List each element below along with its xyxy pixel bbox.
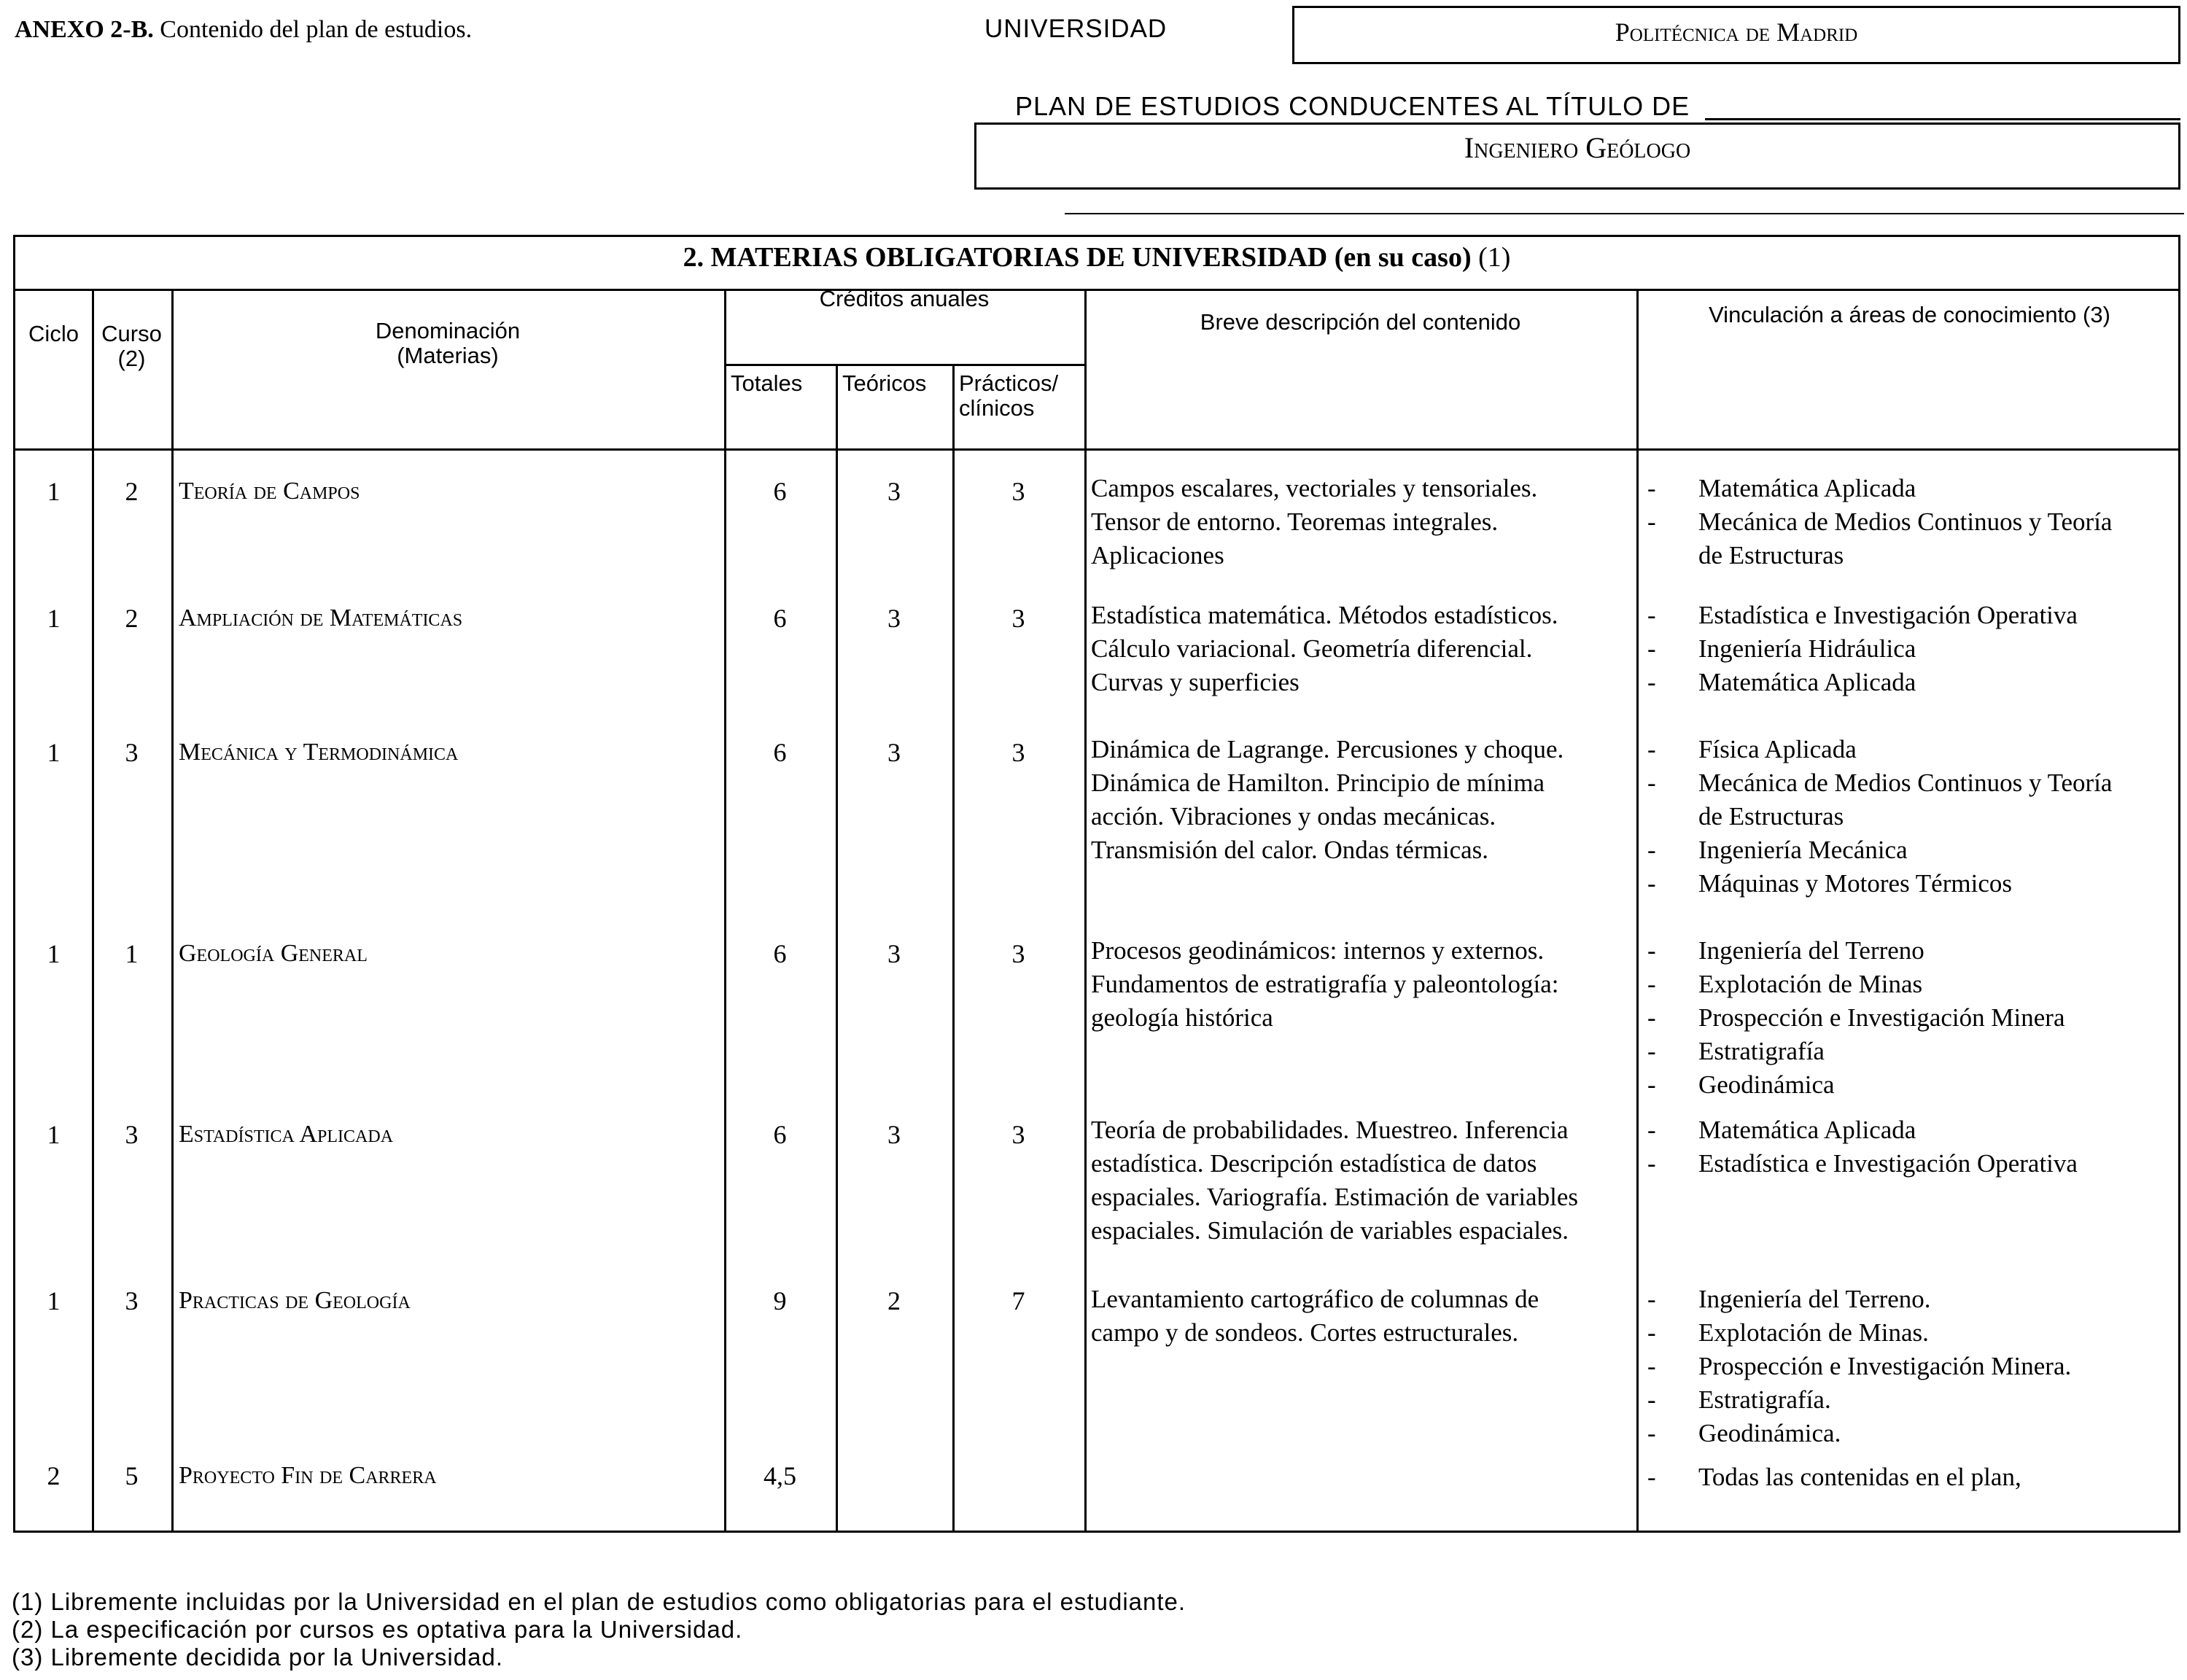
description-line: estadística. Descripción estadística de datos <box>1091 1149 1537 1178</box>
row-ciclo: 1 <box>47 738 61 767</box>
footnote-3: (3) Libremente decidida por la Universidad. <box>12 1644 503 1671</box>
row-totales: 6 <box>773 604 787 633</box>
description-line: Dinámica de Hamilton. Principio de mínima <box>1091 769 1545 797</box>
annex-code: ANEXO 2-B. <box>15 16 154 43</box>
col-header-curso-label: Curso <box>101 321 162 346</box>
description-line: geología histórica <box>1091 1003 1273 1032</box>
row-areas <box>1642 472 2181 572</box>
area-item <box>1642 1001 2181 1035</box>
col-header-practicos-label: Prácticos/ <box>959 370 1059 396</box>
row-areas <box>1642 1461 2181 1494</box>
row-subject-name: Proyecto Fin de Carrera <box>179 1462 437 1489</box>
area-item <box>1642 1283 2181 1316</box>
area-text: Explotación de Minas <box>1698 970 1923 998</box>
description-line: Cálculo variacional. Geometría diferencial. <box>1091 634 1533 663</box>
row-curso: 3 <box>125 1120 139 1149</box>
area-text: Matemática Aplicada <box>1698 474 1916 502</box>
credits-subheader-line <box>724 364 1084 366</box>
area-item <box>1642 968 2181 1001</box>
row-description <box>1091 934 1660 1035</box>
area-dash: - <box>1647 601 1656 629</box>
area-item <box>1642 1113 2181 1147</box>
area-dash: - <box>1647 936 1656 965</box>
section-title-ref: (1) <box>1478 242 1511 273</box>
footnote-2: (2) La especificación por cursos es optativa para la Universidad. <box>12 1616 743 1643</box>
row-teoricos: 3 <box>887 477 901 506</box>
area-item <box>1642 766 2181 800</box>
description-line: Levantamiento cartográfico de columnas de <box>1091 1285 1539 1313</box>
annex-text: Contenido del plan de estudios. <box>160 16 473 43</box>
section-title <box>15 237 2178 291</box>
row-curso: 1 <box>125 939 139 968</box>
area-text: Matemática Aplicada <box>1698 668 1916 696</box>
row-ciclo: 1 <box>47 1286 61 1315</box>
area-item <box>1642 1417 2181 1450</box>
footnote-1: (1) Libremente incluidas por la Universidad en el plan de estudios como obligatorias para el estudiante. <box>12 1588 1186 1615</box>
area-item <box>1642 1147 2181 1181</box>
description-line: Dinámica de Lagrange. Percusiones y choque. <box>1091 735 1564 763</box>
area-dash: - <box>1647 1463 1656 1491</box>
row-totales: 4,5 <box>764 1461 796 1490</box>
row-curso: 2 <box>125 604 139 633</box>
row-teoricos: 3 <box>887 738 901 767</box>
row-subject-name: Estadística Aplicada <box>179 1121 394 1148</box>
row-curso: 3 <box>125 1286 139 1315</box>
university-box <box>1292 6 2180 64</box>
area-dash: - <box>1647 1070 1656 1099</box>
area-dash: - <box>1647 1419 1656 1447</box>
row-totales: 6 <box>773 939 787 968</box>
col-header-denominacion <box>171 319 724 368</box>
description-line: Estadística matemática. Métodos estadísticos. <box>1091 601 1558 629</box>
area-text: Estadística e Investigación Operativa <box>1698 601 2078 629</box>
area-text: Ingeniería del Terreno. <box>1698 1285 1931 1313</box>
row-subject-name: Ampliación de Matemáticas <box>179 604 463 631</box>
row-teoricos: 3 <box>887 939 901 968</box>
area-item <box>1642 1068 2181 1102</box>
area-dash: - <box>1647 508 1656 536</box>
col-header-curso <box>92 322 171 371</box>
area-item <box>1642 1350 2181 1383</box>
row-ciclo: 2 <box>47 1461 61 1490</box>
area-item <box>1642 505 2181 539</box>
section-title-main: 2. MATERIAS OBLIGATORIAS DE UNIVERSIDAD <box>683 242 1328 273</box>
description-line: Teoría de probabilidades. Muestreo. Inferencia <box>1091 1116 1569 1144</box>
description-line: Fundamentos de estratigrafía y paleontología: <box>1091 970 1559 998</box>
row-subject-name: Geología General <box>179 940 368 967</box>
area-item <box>1642 934 2181 968</box>
header-rule <box>1065 213 2184 214</box>
area-item <box>1642 1461 2181 1494</box>
area-text: Prospección e Investigación Minera <box>1698 1003 2065 1032</box>
row-ciclo: 1 <box>47 604 61 633</box>
row-curso: 3 <box>125 738 139 767</box>
area-dash: - <box>1647 735 1656 763</box>
row-description <box>1091 472 1660 572</box>
description-line: espaciales. Simulación de variables espaciales. <box>1091 1216 1569 1245</box>
degree-title: Ingeniero Geólogo <box>1464 131 1691 164</box>
description-line: Curvas y superficies <box>1091 668 1300 696</box>
col-header-ciclo: Ciclo <box>28 321 79 346</box>
row-description <box>1091 1113 1660 1248</box>
area-text: Matemática Aplicada <box>1698 1116 1916 1144</box>
row-practicos: 3 <box>1011 604 1025 633</box>
col-header-descripcion: Breve descripción del contenido <box>1200 309 1521 335</box>
description-line: espaciales. Variografía. Estimación de variables <box>1091 1183 1578 1211</box>
area-item <box>1642 1035 2181 1068</box>
area-text: Ingeniería Hidráulica <box>1698 634 1916 663</box>
row-areas <box>1642 733 2181 901</box>
description-line: Campos escalares, vectoriales y tensoriales. <box>1091 474 1538 502</box>
row-subject-name: Teoría de Campos <box>179 478 360 505</box>
row-ciclo: 1 <box>47 939 61 968</box>
col-header-vinculacion: Vinculación a áreas de conocimiento (3) <box>1709 302 2110 327</box>
degree-title-box <box>974 122 2180 190</box>
area-item <box>1642 733 2181 766</box>
description-line: Tensor de entorno. Teoremas integrales. <box>1091 508 1499 536</box>
description-line: Procesos geodinámicos: internos y externos. <box>1091 936 1545 965</box>
area-dash: - <box>1647 1285 1656 1313</box>
area-text: de Estructuras <box>1698 802 1844 831</box>
row-totales: 6 <box>773 477 787 506</box>
area-text: Máquinas y Motores Térmicos <box>1698 869 2012 898</box>
plan-underline <box>1705 118 2180 120</box>
area-dash: - <box>1647 1003 1656 1032</box>
area-dash: - <box>1647 634 1656 663</box>
row-description <box>1091 1283 1660 1350</box>
row-practicos: 3 <box>1011 939 1025 968</box>
row-teoricos: 3 <box>887 1120 901 1149</box>
area-dash: - <box>1647 970 1656 998</box>
area-dash: - <box>1647 1037 1656 1065</box>
area-item <box>1642 1316 2181 1350</box>
col-divider-creditos <box>1084 291 1087 1531</box>
area-text: Estadística e Investigación Operativa <box>1698 1149 2078 1178</box>
row-practicos: 3 <box>1011 1120 1025 1149</box>
row-description <box>1091 599 1660 699</box>
area-item <box>1642 833 2181 867</box>
row-totales: 6 <box>773 738 787 767</box>
area-item <box>1642 666 2181 699</box>
row-areas <box>1642 934 2181 1102</box>
area-text: Ingeniería del Terreno <box>1698 936 1924 965</box>
row-areas <box>1642 1113 2181 1181</box>
area-text: Ingeniería Mecánica <box>1698 836 1908 864</box>
annex-heading <box>15 16 472 44</box>
col-header-clinicos-label: clínicos <box>959 395 1035 421</box>
row-ciclo: 1 <box>47 1120 61 1149</box>
col-header-curso-ref: (2) <box>117 346 146 371</box>
area-text: Estratigrafía. <box>1698 1385 1831 1414</box>
row-areas <box>1642 599 2181 699</box>
col-header-totales: Totales <box>731 370 803 396</box>
subjects-table <box>13 235 2180 1533</box>
row-description <box>1091 733 1660 867</box>
row-ciclo: 1 <box>47 477 61 506</box>
description-line: acción. Vibraciones y ondas mecánicas. <box>1091 802 1496 831</box>
description-line: campo y de sondeos. Cortes estructurales. <box>1091 1318 1519 1347</box>
area-text: Mecánica de Medios Continuos y Teoría <box>1698 769 2113 797</box>
area-dash: - <box>1647 1318 1656 1347</box>
university-label: UNIVERSIDAD <box>984 15 1168 43</box>
row-totales: 9 <box>773 1286 787 1315</box>
area-text: Física Aplicada <box>1698 735 1857 763</box>
area-text: Prospección e Investigación Minera. <box>1698 1352 2072 1380</box>
row-curso: 2 <box>125 477 139 506</box>
area-item <box>1642 539 2181 572</box>
area-item <box>1642 632 2181 666</box>
row-curso: 5 <box>125 1461 139 1490</box>
area-item <box>1642 800 2181 833</box>
area-text: Estratigrafía <box>1698 1037 1825 1065</box>
area-item <box>1642 599 2181 632</box>
row-areas <box>1642 1283 2181 1450</box>
area-text: Explotación de Minas. <box>1698 1318 1929 1347</box>
area-dash: - <box>1647 836 1656 864</box>
area-dash: - <box>1647 1116 1656 1144</box>
area-dash: - <box>1647 1149 1656 1178</box>
row-subject-name: Practicas de Geología <box>179 1287 411 1314</box>
area-dash: - <box>1647 474 1656 502</box>
university-name: Politécnica de Madrid <box>1615 18 1858 47</box>
area-item <box>1642 867 2181 901</box>
area-text: Mecánica de Medios Continuos y Teoría <box>1698 508 2113 536</box>
description-line: Transmisión del calor. Ondas térmicas. <box>1091 836 1489 864</box>
area-dash: - <box>1647 869 1656 898</box>
area-item <box>1642 1383 2181 1417</box>
col-divider-curso <box>171 291 174 1531</box>
area-dash: - <box>1647 668 1656 696</box>
row-teoricos: 2 <box>887 1286 901 1315</box>
col-header-denominacion-label: Denominación <box>375 318 521 343</box>
area-text: Geodinámica <box>1698 1070 1835 1099</box>
col-header-teoricos: Teóricos <box>842 370 927 396</box>
area-dash: - <box>1647 1385 1656 1414</box>
row-practicos: 3 <box>1011 477 1025 506</box>
area-text: Todas las contenidas en el plan, <box>1698 1463 2021 1491</box>
area-text: Geodinámica. <box>1698 1419 1841 1447</box>
row-teoricos: 3 <box>887 604 901 633</box>
description-line: Aplicaciones <box>1091 541 1224 569</box>
col-header-practicos <box>955 371 1089 421</box>
area-dash: - <box>1647 1352 1656 1380</box>
area-dash: - <box>1647 769 1656 797</box>
row-totales: 6 <box>773 1120 787 1149</box>
row-subject-name: Mecánica y Termodinámica <box>179 739 459 766</box>
row-practicos: 3 <box>1011 738 1025 767</box>
row-practicos: 7 <box>1011 1286 1025 1315</box>
area-item <box>1642 472 2181 505</box>
area-text: de Estructuras <box>1698 541 1844 569</box>
col-header-creditos: Créditos anuales <box>819 286 990 311</box>
plan-label: PLAN DE ESTUDIOS CONDUCENTES AL TÍTULO DE <box>1015 91 1690 121</box>
col-header-materias: (Materias) <box>397 343 499 368</box>
section-title-note: (en su caso) <box>1334 242 1472 273</box>
header-bottom-line <box>15 448 2178 451</box>
